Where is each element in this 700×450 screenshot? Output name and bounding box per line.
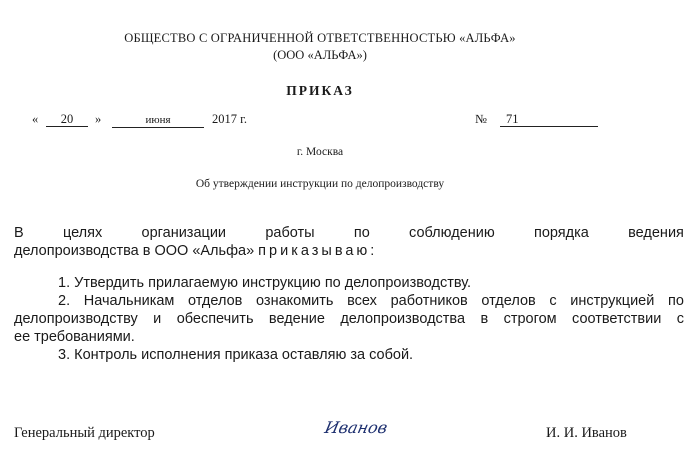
- intro-line-2-text: делопроизводства в ООО «Альфа»: [14, 243, 255, 259]
- date-day: 20: [46, 112, 88, 127]
- intro-word: работы: [265, 225, 315, 241]
- intro-word: порядка: [533, 225, 589, 241]
- item-2-word: и: [153, 311, 162, 327]
- item-2-word: работников: [390, 293, 468, 309]
- intro-word: ведения: [628, 225, 684, 241]
- date-day-field: [46, 112, 88, 127]
- date-month: июня: [112, 113, 204, 128]
- date-year: 2017 г.: [212, 112, 247, 126]
- org-full-name: ОБЩЕСТВО С ОГРАНИЧЕННОЙ ОТВЕТСТВЕННОСТЬЮ «АЛЬФА»: [124, 31, 516, 45]
- intro-word: целях: [62, 225, 103, 241]
- number-sign: №: [475, 112, 487, 126]
- item-2-word: ведение: [268, 311, 325, 327]
- item-2-word: строгом: [503, 311, 557, 327]
- item-2-word: с: [676, 311, 684, 327]
- org-short-name: (ООО «АЛЬФА»): [273, 48, 367, 62]
- item-2-word: инструкцией: [570, 293, 655, 309]
- item-2-line-2: [14, 311, 684, 327]
- item-2-word: всех: [347, 293, 377, 309]
- item-2-word: отделов: [188, 293, 243, 309]
- document-title: ПРИКАЗ: [286, 83, 354, 98]
- item-2-word: обеспечить: [176, 311, 254, 327]
- item-2-word: делопроизводства: [340, 311, 466, 327]
- item-2-word: по: [667, 293, 684, 309]
- signatory-role: Генеральный директор: [14, 425, 155, 441]
- intro-line-2: [14, 243, 684, 259]
- item-2-word: делопроизводству: [14, 311, 138, 327]
- order-number-field: [500, 112, 598, 127]
- intro-word: соблюдению: [409, 225, 495, 241]
- date-open-quote: «: [32, 112, 39, 126]
- date-close-quote: »: [95, 112, 102, 126]
- order-number: 71: [500, 112, 598, 127]
- item-2-line-3: ее требованиями.: [14, 329, 135, 345]
- item-2-line-1: [58, 293, 684, 309]
- item-2-word: соответствии: [572, 311, 662, 327]
- handwritten-signature: Иванов: [322, 418, 390, 437]
- item-3: 3. Контроль исполнения приказа оставляю за собой.: [58, 347, 414, 363]
- item-2-word: в: [480, 311, 489, 327]
- item-2-word: отделов: [481, 293, 536, 309]
- item-2-word: ознакомить: [256, 293, 334, 309]
- date-month-field: [112, 112, 204, 128]
- item-2-word: с: [549, 293, 557, 309]
- item-2-word: Начальникам: [83, 293, 175, 309]
- intro-line-1: [14, 225, 684, 241]
- intro-word: В: [14, 225, 24, 241]
- city: г. Москва: [296, 146, 344, 158]
- item-2-word: 2.: [58, 293, 71, 309]
- intro-word: организации: [141, 225, 227, 241]
- intro-word: по: [353, 225, 370, 241]
- signatory-name: И. И. Иванов: [546, 425, 627, 441]
- subject: Об утверждении инструкции по делопроизводству: [195, 178, 445, 190]
- order-verb: приказываю:: [258, 243, 378, 259]
- item-1: 1. Утвердить прилагаемую инструкцию по делопроизводству.: [58, 275, 472, 291]
